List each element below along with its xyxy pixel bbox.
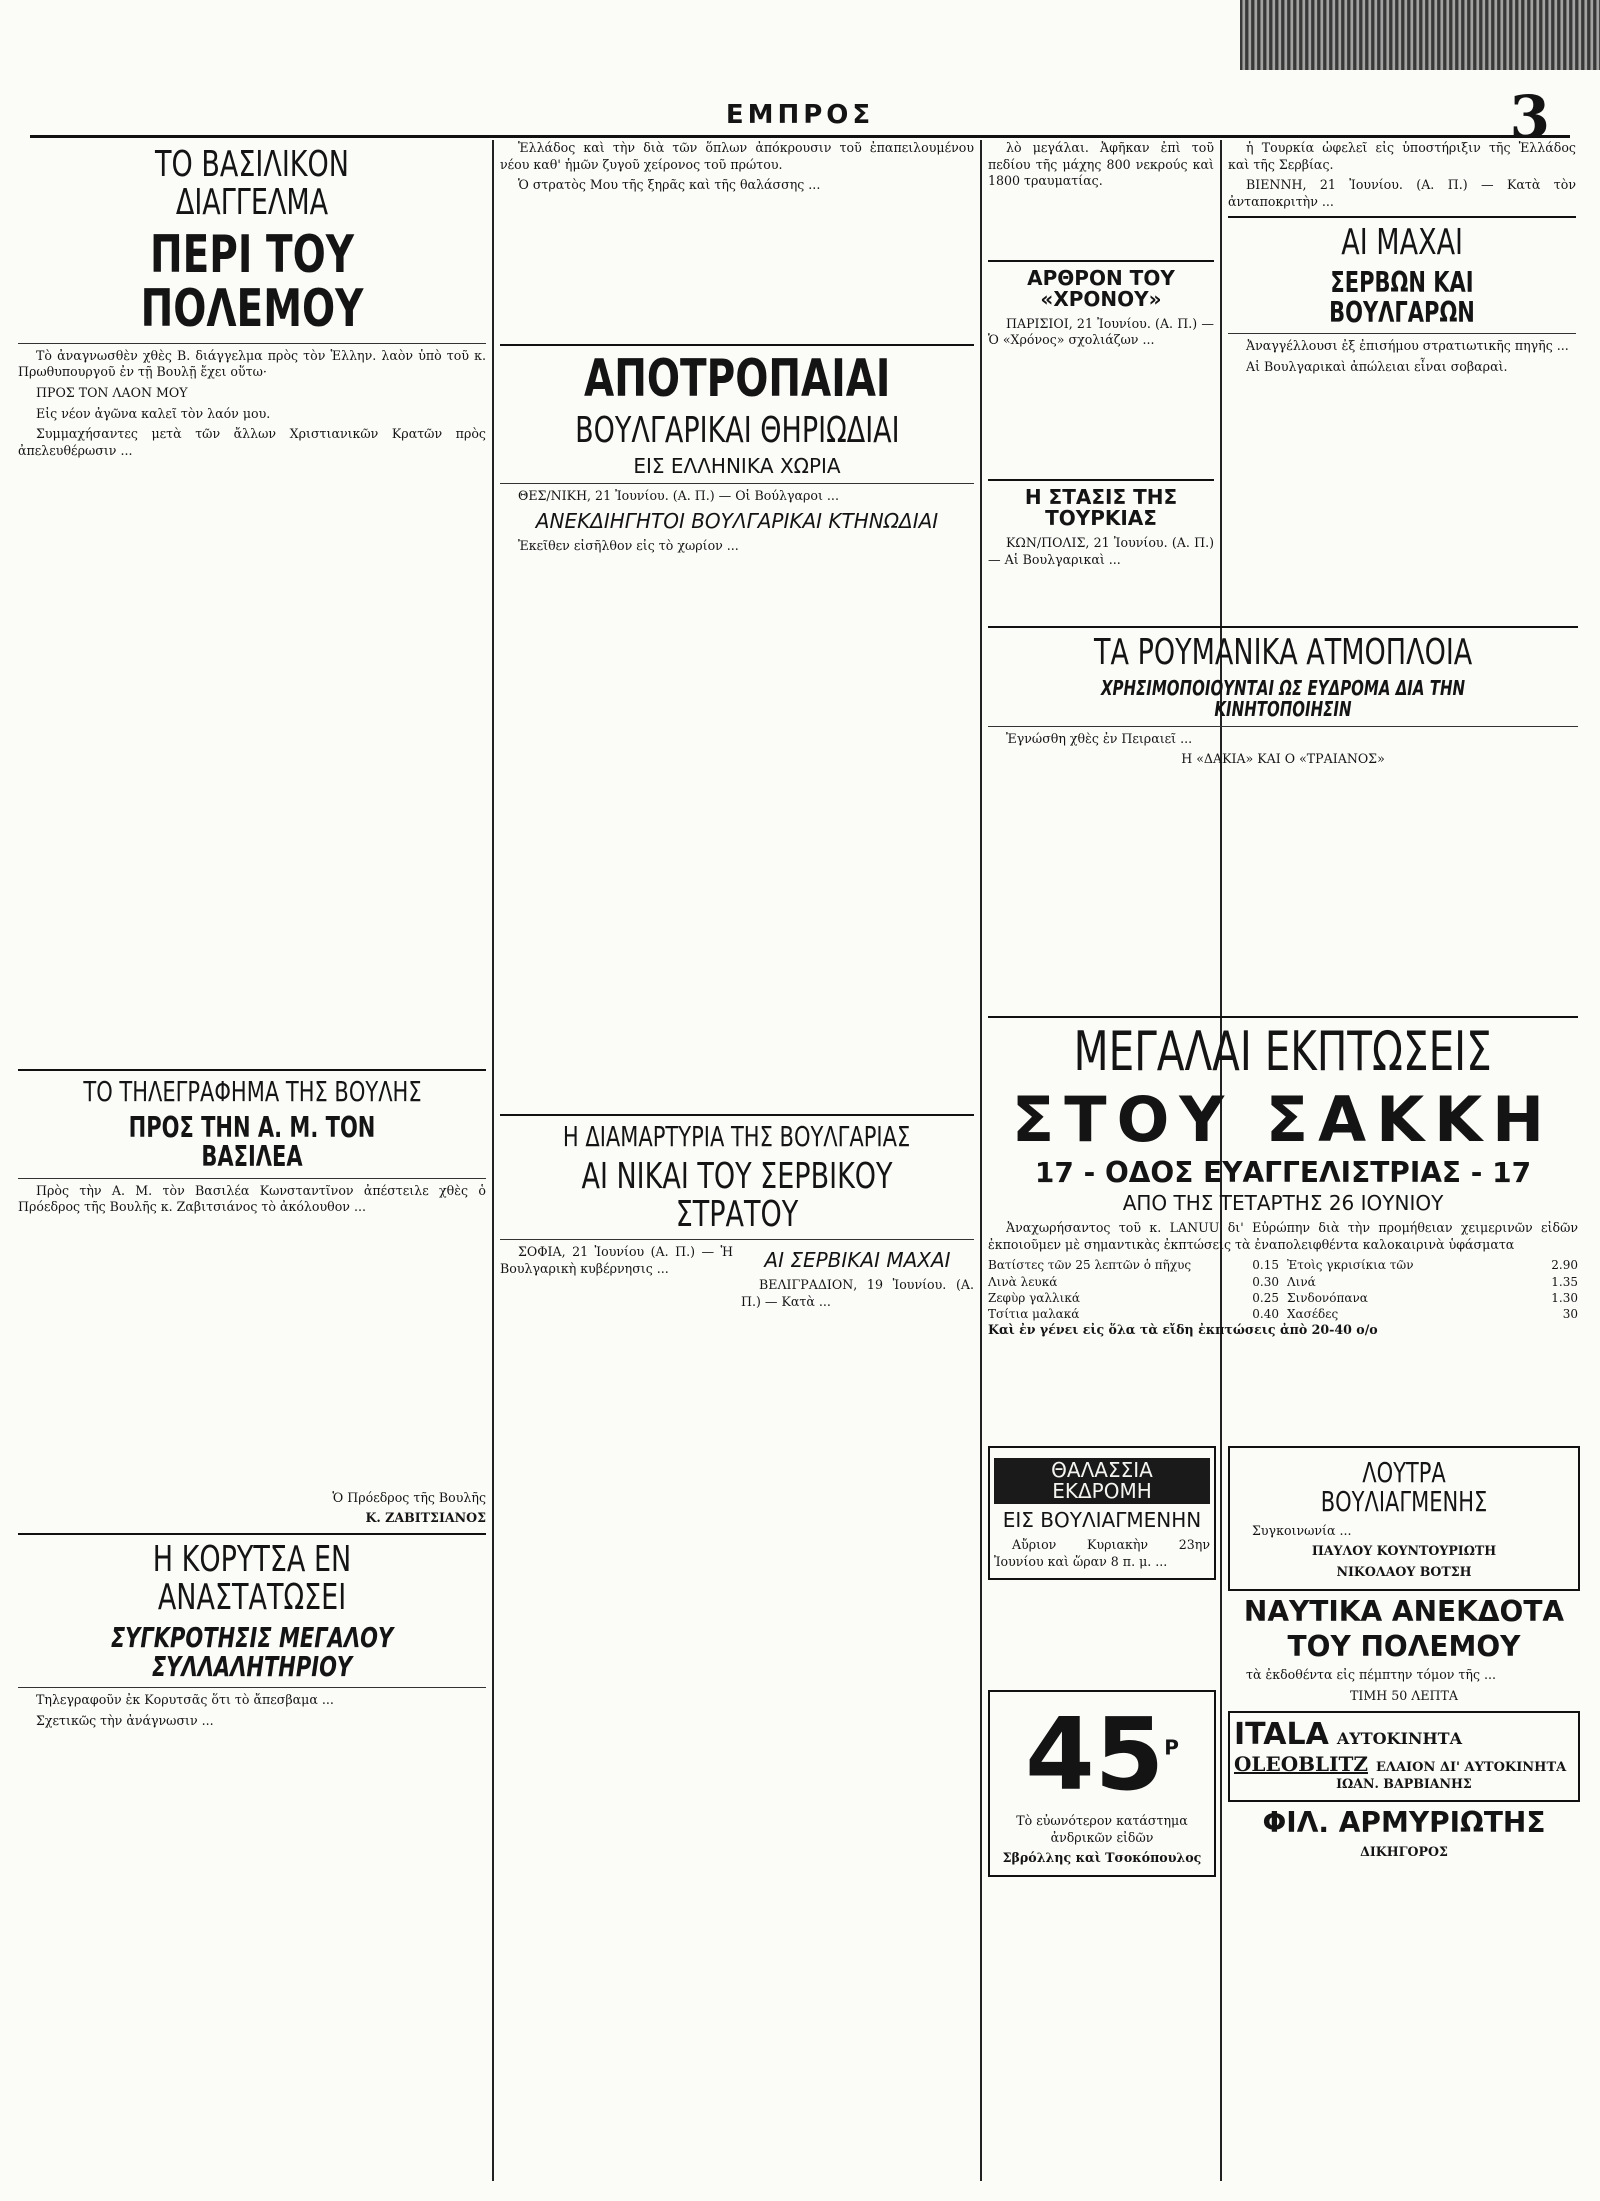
signature-name: Κ. ΖΑΒΙΤΣΙΑΝΟΣ xyxy=(365,1510,486,1526)
headline-telegram: ΤΟ ΤΗΛΕΓΡΑΦΗΜΑ ΤΗΣ ΒΟΥΛΗΣ xyxy=(82,1075,422,1109)
excursion-title: ΘΑΛΑΣΣΙΑ ΕΚΔΡΟΜΗ xyxy=(994,1458,1210,1504)
naval-anecdotes-title: ΝΑΥΤΙΚΑ ΑΝΕΚΔΟΤΑ xyxy=(1243,1594,1565,1628)
article-paragraph: Τὸ ἀναγνωσθὲν χθὲς Β. διάγγελμα πρὸς τὸν Ἑλλην. λαὸν ὑπὸ τοῦ κ. Πρωθυπουργοῦ ἐν τῇ Βουλῇ ἔχει οὕτω· xyxy=(18,347,486,380)
column-1 xyxy=(12,140,494,2181)
lawyer-name: ΦΙΛ. ΑΡΜΥΡΙΩΤΗΣ xyxy=(1262,1806,1546,1840)
price-list-left xyxy=(988,1257,1279,1322)
sakkis-ad xyxy=(988,1010,1578,1343)
ad-headline-sales: ΜΕΓΑΛΑΙ ΕΚΠΤΩΣΕΙΣ xyxy=(1073,1020,1493,1083)
price-row: Λινά 1.35 xyxy=(1287,1274,1578,1289)
masthead xyxy=(30,83,1570,151)
headline-korytsa: Η ΚΟΡΥΤΣΑ ΕΝ ΑΝΑΣΤΑΤΩΣΕΙ xyxy=(152,1539,352,1618)
article-paragraph: Τηλεγραφοῦν ἐκ Κορυτσᾶς ὅτι τὸ ἄπεσβαμα ... xyxy=(36,1692,334,1708)
price-row: Ζεφὺρ γαλλικά 0.25 xyxy=(988,1290,1279,1305)
article-paragraph: Ἐκεῖθεν εἰσῆλθον εἰς τὸ χωρίον ... xyxy=(518,537,739,553)
subheadline-serbian-battles: ΑΙ ΣΕΡΒΙΚΑΙ ΜΑΧΑΙ xyxy=(764,1248,951,1273)
headline-chronos: ΑΡΘΡΟΝ ΤΟΥ «ΧΡΟΝΟΥ» xyxy=(1027,265,1175,311)
divider xyxy=(988,260,1214,262)
divider xyxy=(500,1239,974,1240)
auto-ad xyxy=(1228,1711,1580,1803)
headline-romanian-steamers: ΤΑ ΡΟΥΜΑΝΙΚΑ ΑΤΜΟΠΛΟΙΑ xyxy=(1093,632,1473,673)
headline-atrocities: ΑΠΟΤΡΟΠΑΙΑΙ xyxy=(583,348,891,409)
price-row: Βατίστες τῶν 25 λεπτῶν ὁ πῆχυς 0.15 xyxy=(988,1258,1279,1273)
article-paragraph: Αἱ Βουλγαρικαὶ ἀπώλειαι εἶναι σοβαραὶ. xyxy=(1246,358,1508,374)
clothing-ad-text: Τὸ εὐωνότερον κατάστημα ἀνδρικῶν εἰδῶν xyxy=(1016,1813,1188,1845)
article-paragraph: Ἀναγγέλλουσι ἐξ ἐπισήμου στρατιωτικῆς πηγῆς ... xyxy=(1246,338,1569,354)
divider xyxy=(18,1178,486,1179)
ad-footer: Καὶ ἐν γένει εἰς ὅλα τὰ εἴδη ἐκπτώσεις ἀπὸ 20-40 ο/ο xyxy=(988,1322,1378,1338)
baths-text: Συγκοινωνία ... xyxy=(1252,1522,1352,1538)
signature-title: Ὁ Πρόεδρος τῆς Βουλῆς xyxy=(332,1489,486,1505)
brand-oleoblitz: OLEOBLITZ xyxy=(1234,1751,1368,1776)
divider xyxy=(500,1114,974,1116)
price-list-right xyxy=(1287,1257,1578,1322)
article-paragraph: Ἐγνώσθη χθὲς ἐν Πειραιεῖ ... xyxy=(1006,730,1193,746)
article-paragraph: ΒΕΛΙΓΡΑΔΙΟΝ, 19 Ἰουνίου. (Α. Π.) — Κατὰ ... xyxy=(741,1277,974,1310)
article-paragraph: ἡ Τουρκία ὠφελεῖ εἰς ὑποστήριξιν τῆς Ἑλλάδος καὶ τῆς Σερβίας. xyxy=(1228,140,1576,172)
divider xyxy=(1228,216,1576,218)
naval-anecdotes-sub: ΤΟΥ ΠΟΛΕΜΟΥ xyxy=(1287,1630,1521,1663)
brand-oleoblitz-sub: ΕΛΑΙΟΝ ΔΙ' ΑΥΤΟΚΙΝΗΤΑ xyxy=(1375,1759,1567,1775)
divider xyxy=(500,483,974,484)
two-col-block xyxy=(500,1244,974,1314)
excursion-sub: ΕΙΣ ΒΟΥΛΙΑΓΜΕΝΗΝ xyxy=(1002,1508,1202,1532)
article-paragraph: ΘΕΣ/ΝΙΚΗ, 21 Ἰουνίου. (Α. Π.) — Οἱ Βούλγαροι ... xyxy=(518,488,839,504)
page-number: 3 xyxy=(1509,83,1550,151)
masthead-title: ΕΜΠΡΟΣ xyxy=(725,100,875,130)
baths-title: ΛΟΥΤΡΑ ΒΟΥΛΙΑΓΜΕΝΗΣ xyxy=(1320,1456,1488,1519)
headline-battles: ΑΙ ΜΑΧΑΙ xyxy=(1341,222,1463,264)
article-paragraph: Ἑλλάδος καὶ τὴν διὰ τῶν ὅπλων ἀπόκρουσιν τοῦ ἐπαπειλουμένου νέου καθ' ἡμῶν ζυγοῦ χείρονος τοῦ πρώτου. xyxy=(500,140,974,172)
headline-telegram-sub: ΠΡΟΣ ΤΗΝ Α. Μ. ΤΟΝ ΒΑΣΙΛΕΑ xyxy=(128,1110,376,1174)
article-paragraph: Πρὸς τὴν Α. Μ. τὸν Βασιλέα Κωνσταντῖνον ἀπέστειλε χθὲς ὁ Πρόεδρος τῆς Βουλῆς κ. Ζαβιτσιάνος τὸ ἀκόλουθον ... xyxy=(18,1182,486,1215)
divider xyxy=(18,1687,486,1688)
price-row: Λινὰ λευκά 0.30 xyxy=(988,1274,1279,1289)
headline-atrocities-sub2: ΕΙΣ ΕΛΛΗΝΙΚΑ ΧΩΡΙΑ xyxy=(633,454,841,479)
clothing-ad-owners: Σβρόλλης καὶ Τσοκόπουλος xyxy=(1002,1850,1202,1866)
headline-bulgaria-protest: Η ΔΙΑΜΑΡΤΥΡΙΑ ΤΗΣ ΒΟΥΛΓΑΡΙΑΣ xyxy=(563,1120,911,1154)
price-row: Ἐτοὶς γκρισίκια τῶν 2.90 xyxy=(1287,1258,1578,1273)
article-paragraph: Σχετικῶς τὴν ἀνάγνωσιν ... xyxy=(36,1713,214,1729)
divider xyxy=(500,344,974,346)
divider xyxy=(18,343,486,344)
article-paragraph: Εἰς νέον ἀγῶνα καλεῖ τὸν λαόν μου. xyxy=(36,405,271,421)
price-lists xyxy=(988,1257,1578,1322)
article-paragraph: ΒΙΕΝΝΗ, 21 Ἰουνίου. (Α. Π.) — Κατὰ τὸν ἀνταποκριτὴν ... xyxy=(1228,177,1576,209)
dealer-name: ΙΩΑΝ. ΒΑΡΒΙΑΝΗΣ xyxy=(1336,1775,1472,1791)
price-row: Χασέδες 30 xyxy=(1287,1306,1578,1321)
ad-date: ΑΠΟ ΤΗΣ ΤΕΤΑΡΤΗΣ 26 ΙΟΥΝΙΟΥ xyxy=(1122,1191,1444,1216)
baths-ad xyxy=(1228,1446,1580,1591)
name-line: ΝΙΚΟΛΑΟΥ ΒΟΤΣΗ xyxy=(1336,1564,1472,1579)
headline-royal-proclamation: ΤΟ ΒΑΣΙΛΙΚΟΝ ΔΙΑΓΓΕΛΜΑ xyxy=(155,144,349,223)
price-text: ΤΙΜΗ 50 ΛΕΠΤΑ xyxy=(1349,1688,1459,1703)
excursion-text: Αὔριον Κυριακὴν 23ην Ἰουνίου καὶ ὥραν 8 π. μ. ... xyxy=(994,1537,1210,1569)
subheadline-bestialities: ΑΝΕΚΔΙΗΓΗΤΟΙ ΒΟΥΛΓΑΡΙΚΑΙ ΚΤΗΝΩΔΙΑΙ xyxy=(535,508,939,533)
divider xyxy=(1228,333,1576,334)
article-paragraph: ΠΑΡΙΣΙΟΙ, 21 Ἰουνίου. (Α. Π.) — Ὁ «Χρόνος» σχολιάζων ... xyxy=(988,315,1214,348)
price-row: Σινδονόπανα 1.30 xyxy=(1287,1290,1578,1305)
ad-address: 17 - ΟΔΟΣ ΕΥΑΓΓΕΛΙΣΤΡΙΑΣ - 17 xyxy=(1034,1155,1532,1189)
big-price: $45^P$ xyxy=(1025,1696,1179,1814)
clothing-ad xyxy=(988,1690,1216,1877)
divider xyxy=(988,726,1578,727)
name-line: ΠΑΥΛΟΥ ΚΟΥΝΤΟΥΡΙΩΤΗ xyxy=(1311,1543,1497,1559)
headline-atrocities-sub: ΒΟΥΛΓΑΡΙΚΑΙ ΘΗΡΙΩΔΙΑΙ xyxy=(574,410,900,452)
divider xyxy=(18,1069,486,1071)
headline-serbian-victories: ΑΙ ΝΙΚΑΙ ΤΟΥ ΣΕΡΒΙΚΟΥ ΣΤΡΑΤΟΥ xyxy=(581,1155,893,1235)
article-paragraph: ΣΟΦΙΑ, 21 Ἰουνίου (Α. Π.) — Ἡ Βουλγαρικὴ κυβέρνησις ... xyxy=(500,1244,733,1277)
headline-turkey: Η ΣΤΑΣΙΣ ΤΗΣ ΤΟΥΡΚΙΑΣ xyxy=(1024,485,1178,531)
article-paragraph: Ὁ στρατὸς Μου τῆς ξηρᾶς καὶ τῆς θαλάσσης ... xyxy=(518,177,821,193)
brand-itala-sub: ΑΥΤΟΚΙΝΗΤΑ xyxy=(1336,1728,1462,1748)
article-paragraph: λὸ μεγάλαι. Ἀφῆκαν ἐπὶ τοῦ πεδίου τῆς μάχης 800 νεκρούς καὶ 1800 τραυματίας. xyxy=(988,140,1214,189)
romanian-steamers-article xyxy=(988,620,1578,772)
headline-battles-sub: ΣΕΡΒΩΝ ΚΑΙ ΒΟΥΛΓΑΡΩΝ xyxy=(1329,266,1475,329)
lawyer-title: ΔΙΚΗΓΟΡΟΣ xyxy=(1360,1843,1448,1859)
divider xyxy=(988,1016,1578,1018)
lower-col3 xyxy=(988,1440,1216,1883)
article-subtitle: Η «ΔΑΚΙΑ» ΚΑΙ Ο «ΤΡΑΙΑΝΟΣ» xyxy=(1181,751,1385,767)
ad-headline-store: ΣΤΟΥ ΣΑΚΚΗ xyxy=(1011,1082,1555,1156)
brand-itala: ITALA xyxy=(1234,1716,1329,1752)
headline-royal-proclamation-sub: ΠΕΡΙ ΤΟΥ ΠΟΛΕΜΟΥ xyxy=(140,224,364,340)
scan-artifact xyxy=(1240,0,1600,70)
headline-romanian-steamers-sub: ΧΡΗΣΙΜΟΠΟΙΟΥΝΤΑΙ ΩΣ ΕΥΔΡΟΜΑ ΔΙΑ ΤΗΝ ΚΙΝΗΤΟΠΟΙΗΣΙΝ xyxy=(1100,675,1466,721)
price-row: Τσίτια μαλακά 0.40 xyxy=(988,1306,1279,1321)
divider xyxy=(988,626,1578,628)
ad-text: Ἀναχωρήσαντος τοῦ κ. LANUU δι' Εὐρώπην διὰ τὴν προμήθειαν χειμερινῶν εἰδῶν ἐκποιοῦμεν μὲ σημαντικὰς ἐκπτώσεις τὰ ἐναπολειφθέντα καλοκαιρινὰ ὑφάσματα xyxy=(988,1220,1578,1252)
article-paragraph: Συμμαχήσαντες μετὰ τῶν ἄλλων Χριστιανικῶν Κρατῶν πρὸς ἀπελευθέρωσιν ... xyxy=(18,426,486,458)
headline-korytsa-sub: ΣΥΓΚΡΟΤΗΣΙΣ ΜΕΓΑΛΟΥ ΣΥΛΛΑΛΗΤΗΡΙΟΥ xyxy=(110,1620,394,1684)
lower-col4 xyxy=(1228,1440,1580,1864)
naval-anecdotes-text: τὰ ἐκδοθέντα εἰς πέμπτην τόμον τῆς ... xyxy=(1246,1667,1497,1683)
column-2 xyxy=(494,140,982,2181)
excursion-ad xyxy=(988,1446,1216,1580)
divider xyxy=(18,1533,486,1535)
article-paragraph: ΚΩΝ/ΠΟΛΙΣ, 21 Ἰουνίου. (Α. Π.) — Αἱ Βουλγαρικαὶ ... xyxy=(988,535,1214,567)
article-paragraph: ΠΡΟΣ ΤΟΝ ΛΑΟΝ ΜΟΥ xyxy=(36,385,188,400)
divider xyxy=(988,479,1214,481)
